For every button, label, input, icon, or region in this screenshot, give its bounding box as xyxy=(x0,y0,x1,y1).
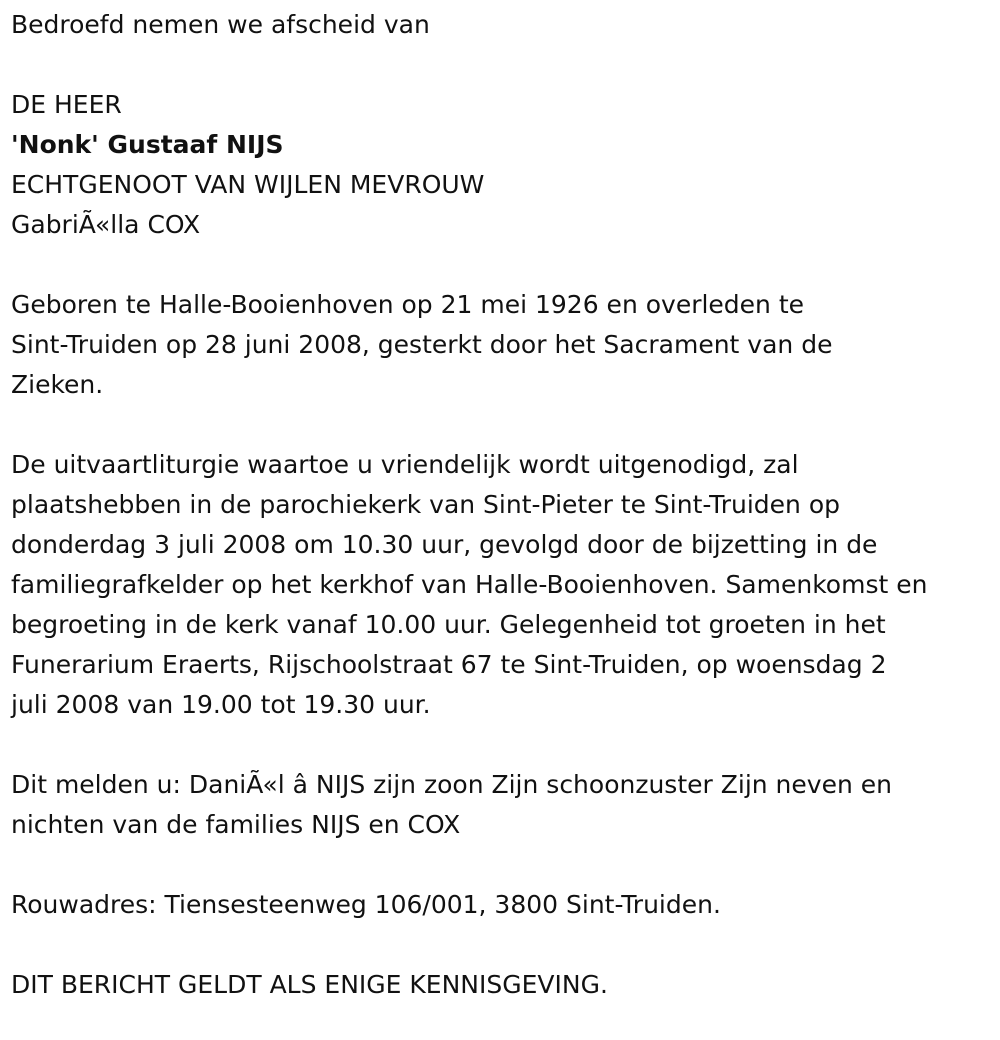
paragraph-line: Dit melden u: DaniÃ«l â NIJS zijn zoon Zijn schoonzuster Zijn neven en xyxy=(11,770,892,799)
spacer xyxy=(11,845,991,885)
funeral-paragraph xyxy=(11,445,991,725)
intro-text: Bedroefd nemen we afscheid van xyxy=(11,10,430,39)
paragraph-line: plaatshebben in de parochiekerk van Sint-Pieter te Sint-Truiden op xyxy=(11,490,840,519)
spouse-label: ECHTGENOOT VAN WIJLEN MEVROUW xyxy=(11,170,485,199)
paragraph-line: Funerarium Eraerts, Rijschoolstraat 67 te Sint-Truiden, op woensdag 2 xyxy=(11,650,887,679)
birth-death-paragraph xyxy=(11,285,991,405)
mourning-address: Rouwadres: Tiensesteenweg 106/001, 3800 Sint-Truiden. xyxy=(11,890,721,919)
paragraph-line: De uitvaartliturgie waartoe u vriendelijk wordt uitgenodigd, zal xyxy=(11,450,799,479)
paragraph-line: juli 2008 van 19.00 tot 19.30 uur. xyxy=(11,690,431,719)
spacer xyxy=(11,925,991,965)
deceased-name: 'Nonk' Gustaaf NIJS xyxy=(11,130,284,159)
death-notice xyxy=(11,0,991,1005)
paragraph-line: nichten van de families NIJS en COX xyxy=(11,810,461,839)
announcers-paragraph xyxy=(11,765,991,845)
spouse-name: GabriÃ«lla COX xyxy=(11,210,201,239)
closing-statement: DIT BERICHT GELDT ALS ENIGE KENNISGEVING. xyxy=(11,970,608,999)
paragraph-line: Sint-Truiden op 28 juni 2008, gesterkt door het Sacrament van de xyxy=(11,330,833,359)
spacer xyxy=(11,725,991,765)
paragraph-line: Zieken. xyxy=(11,370,104,399)
salutation: DE HEER xyxy=(11,90,122,119)
spacer xyxy=(11,45,991,85)
paragraph-line: Geboren te Halle-Booienhoven op 21 mei 1926 en overleden te xyxy=(11,290,805,319)
paragraph-line: familiegrafkelder op het kerkhof van Halle-Booienhoven. Samenkomst en xyxy=(11,570,928,599)
spacer xyxy=(11,245,991,285)
spacer xyxy=(11,405,991,445)
paragraph-line: begroeting in de kerk vanaf 10.00 uur. Gelegenheid tot groeten in het xyxy=(11,610,886,639)
paragraph-line: donderdag 3 juli 2008 om 10.30 uur, gevolgd door de bijzetting in de xyxy=(11,530,878,559)
